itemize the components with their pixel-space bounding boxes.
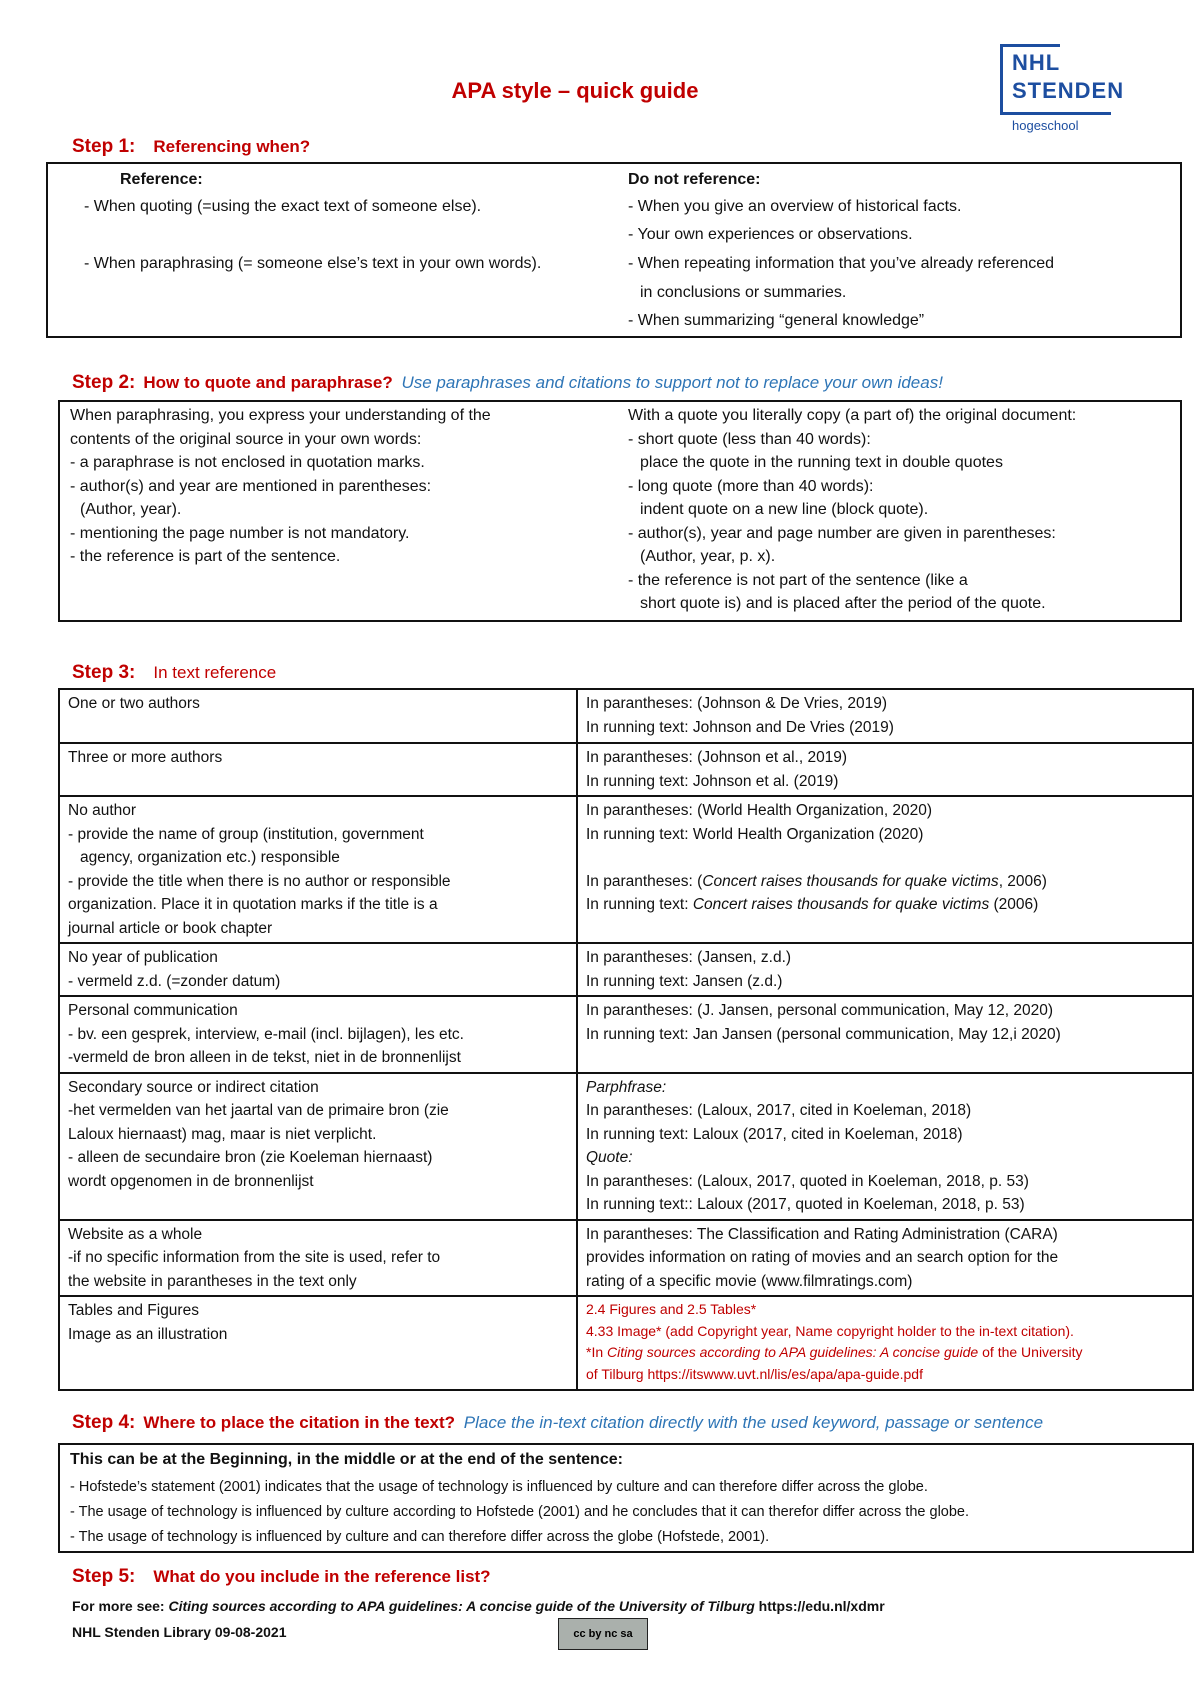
cell-line: Tables and Figures (68, 1302, 199, 1319)
cell-line: In parantheses: (World Health Organization, 2020) (586, 802, 933, 819)
cell-line: In parantheses: (Laloux, 2017, cited in Koeleman, 2018) (586, 1102, 972, 1119)
step-3-question: In text reference (153, 663, 277, 682)
do-not-reference-item: - Your own experiences or observations. (628, 226, 913, 243)
step-3-number: Step 3: (72, 662, 136, 683)
more-info-link[interactable]: https://edu.nl/xdmr (754, 1598, 885, 1614)
cell-line: - provide the name of group (institution, government (68, 825, 424, 843)
table-cell (577, 1220, 1193, 1297)
quote-line: (Author, year, p. x). (640, 548, 776, 565)
table-cell (577, 796, 1193, 943)
table-row (59, 1296, 1193, 1390)
cell-text: (2006) (989, 896, 1039, 913)
cell-line (586, 893, 1184, 917)
do-not-reference-item: in conclusions or summaries. (640, 284, 847, 301)
paraphrase-line: - a paraphrase is not enclosed in quotation marks. (70, 454, 425, 471)
quote-column (628, 404, 1076, 616)
quote-line: - the reference is not part of the sentence (like a (628, 571, 968, 589)
cell-line: No year of publication (68, 949, 218, 966)
logo-line-2: STENDEN (1012, 78, 1125, 103)
step-4-example: - Hofstede’s statement (2001) indicates that the usage of technology is influenced by culture and can therefore differ across the globe. (70, 1479, 928, 1495)
cc-license-badge (558, 1618, 648, 1650)
cell-line: - provide the title when there is no author or responsible (68, 872, 451, 890)
step-2-hint: Use paraphrases and citations to support not to replace your own ideas! (401, 373, 943, 392)
quote-line: With a quote you literally copy (a part of) the original document: (628, 407, 1077, 424)
cell-line: -if no specific information from the site is used, refer to (68, 1249, 441, 1266)
cell-line: - bv. een gesprek, interview, e-mail (incl. bijlagen), les etc. (68, 1025, 464, 1043)
in-text-reference-table (58, 688, 1194, 1391)
cell-line: Secondary source or indirect citation (68, 1078, 319, 1096)
cell-line: In parantheses: (Johnson et al., 2019) (586, 749, 848, 766)
cell-line: Personal communication (68, 1002, 238, 1019)
cell-line: 2.4 Figures and 2.5 Tables* (586, 1301, 757, 1317)
table-row (59, 1220, 1193, 1297)
cell-line (586, 1342, 1184, 1364)
cell-text: , 2006) (998, 872, 1047, 890)
step-5-question: What do you include in the reference list? (153, 1567, 491, 1586)
paraphrase-line: When paraphrasing, you express your understanding of the (70, 407, 491, 424)
cell-line: In running text: Laloux (2017, cited in Koeleman, 2018) (586, 1125, 963, 1143)
table-row (59, 743, 1193, 796)
cell-line: One or two authors (68, 695, 200, 712)
cell-line: In parantheses: The Classification and Rating Administration (CARA) (586, 1225, 1058, 1243)
table-cell (577, 1296, 1193, 1390)
quote-line: short quote is) and is placed after the period of the quote. (640, 595, 1046, 612)
step-2-number: Step 2: (72, 372, 136, 393)
cell-spacer (586, 846, 1184, 870)
logo-line-3: hogeschool (1012, 118, 1079, 133)
cell-line: Parphfrase: (586, 1078, 667, 1096)
cell-text: In running text: (586, 896, 693, 913)
paraphrase-line: contents of the original source in your own words: (70, 430, 422, 448)
step-2-question: How to quote and paraphrase? (143, 373, 393, 392)
table-cell (577, 943, 1193, 996)
table-cell (59, 796, 577, 943)
paraphrase-line: (Author, year). (80, 501, 182, 518)
step-3-heading (72, 662, 276, 684)
more-info-title: Citing sources according to APA guidelines: A concise guide of the University of Tilburg (168, 1598, 755, 1614)
cell-line: In parantheses: (Johnson & De Vries, 2019) (586, 695, 887, 712)
cell-line: - vermeld z.d. (=zonder datum) (68, 972, 281, 990)
cell-line: In running text: World Health Organization (2020) (586, 825, 924, 843)
table-cell (577, 996, 1193, 1073)
logo-line-1: NHL (1012, 50, 1061, 75)
cell-line: Laloux hiernaast) mag, maar is niet verplicht. (68, 1125, 377, 1143)
cell-line: Image as an illustration (68, 1325, 228, 1343)
cell-title: Concert raises thousands for quake victims (692, 896, 990, 913)
reference-item: - When quoting (=using the exact text of someone else). (84, 198, 482, 215)
step-5-number: Step 5: (72, 1566, 136, 1587)
table-cell (577, 743, 1193, 796)
cell-line: Quote: (586, 1149, 633, 1166)
quote-line: place the quote in the running text in double quotes (640, 454, 1003, 471)
cell-text: In parantheses: ( (586, 872, 703, 890)
step-1-heading (72, 136, 310, 158)
cell-line: the website in parantheses in the text only (68, 1272, 357, 1290)
quote-line: - long quote (more than 40 words): (628, 477, 874, 495)
do-not-reference-item: - When you give an overview of historical facts. (628, 198, 962, 215)
table-cell (577, 689, 1193, 743)
step-2-box (58, 400, 1182, 622)
quote-line: - short quote (less than 40 words): (628, 430, 871, 448)
do-not-reference-item: - When summarizing “general knowledge” (628, 312, 925, 329)
quote-line: - author(s), year and page number are given in parentheses: (628, 524, 1056, 542)
more-info-line (72, 1598, 885, 1614)
cell-text: *In (586, 1344, 608, 1360)
table-row (59, 996, 1193, 1073)
step-4-question: Where to place the citation in the text? (143, 1413, 456, 1432)
cell-line: In running text: Johnson and De Vries (2019) (586, 718, 894, 736)
table-cell (577, 1073, 1193, 1220)
cell-line: -het vermelden van het jaartal van de primaire bron (zie (68, 1102, 449, 1119)
cc-license-label: cc by nc sa (573, 1628, 633, 1640)
reference-item: - When paraphrasing (= someone else’s text in your own words). (84, 255, 542, 272)
step-4-heading (72, 1412, 1043, 1434)
cell-line: In running text: Jan Jansen (personal communication, May 12,i 2020) (586, 1025, 1061, 1043)
cell-line (586, 870, 1184, 894)
table-row (59, 796, 1193, 943)
step-4-intro: This can be at the Beginning, in the middle or at the end of the sentence: (70, 1451, 623, 1468)
cell-line: organization. Place it in quotation marks if the title is a (68, 896, 438, 913)
step-1-box (46, 162, 1182, 338)
cell-line: In parantheses: (Jansen, z.d.) (586, 949, 792, 966)
quote-line: indent quote on a new line (block quote). (640, 501, 929, 518)
step-1-number: Step 1: (72, 136, 136, 157)
cell-line: Website as a whole (68, 1225, 203, 1243)
table-cell (59, 943, 577, 996)
cell-line: provides information on rating of movies and an search option for the (586, 1249, 1059, 1266)
table-cell (59, 1220, 577, 1297)
paraphrase-line: - author(s) and year are mentioned in parentheses: (70, 477, 432, 495)
table-row (59, 943, 1193, 996)
table-cell (59, 1073, 577, 1220)
cell-line: In parantheses: (J. Jansen, personal communication, May 12, 2020) (586, 1002, 1053, 1019)
step-5-heading (72, 1566, 491, 1588)
step-1-question: Referencing when? (153, 137, 311, 156)
cell-line: 4.33 Image* (add Copyright year, Name copyright holder to the in-text citation). (586, 1322, 1074, 1339)
cell-line: wordt opgenomen in de bronnenlijst (68, 1172, 314, 1190)
cell-line: -vermeld de bron alleen in de tekst, niet in de bronnenlijst (68, 1049, 461, 1066)
step-4-box (58, 1443, 1194, 1553)
page-title: APA style – quick guide (451, 78, 699, 103)
do-not-reference-item: - When repeating information that you’ve already referenced (628, 255, 1055, 272)
cell-line: In running text:: Laloux (2017, quoted in Koeleman, 2018, p. 53) (586, 1196, 1025, 1213)
table-row (59, 689, 1193, 743)
cell-line: In running text: Johnson et al. (2019) (586, 772, 839, 790)
cell-line: rating of a specific movie (www.filmratings.com) (586, 1272, 913, 1290)
cell-title: Concert raises thousands for quake victims (702, 872, 999, 890)
cell-line: In parantheses: (Laloux, 2017, quoted in Koeleman, 2018, p. 53) (586, 1172, 1029, 1190)
table-cell (59, 1296, 577, 1390)
reference-heading: Reference: (120, 171, 203, 188)
paraphrase-column (70, 404, 491, 569)
do-not-reference-heading: Do not reference: (628, 171, 761, 188)
cell-line: Three or more authors (68, 749, 223, 766)
step-4-hint: Place the in-text citation directly with the used keyword, passage or sentence (463, 1413, 1044, 1432)
table-cell (59, 743, 577, 796)
cell-title: Citing sources according to APA guidelines: A concise guide (607, 1344, 979, 1360)
library-date: NHL Stenden Library 09-08-2021 (72, 1624, 287, 1640)
table-cell (59, 689, 577, 743)
step-4-number: Step 4: (72, 1412, 136, 1433)
table-row (59, 1073, 1193, 1220)
step-4-example: - The usage of technology is influenced by culture and can therefore differ across the globe (Hofstede, 2001). (70, 1529, 770, 1545)
paraphrase-line: - the reference is part of the sentence. (70, 548, 341, 565)
cell-line: agency, organization etc.) responsible (80, 849, 340, 866)
paraphrase-line: - mentioning the page number is not mandatory. (70, 524, 410, 542)
more-info-prefix: For more see: (72, 1598, 169, 1614)
cell-text: of the University (978, 1344, 1083, 1360)
cell-line: - alleen de secundaire bron (zie Koeleman hiernaast) (68, 1149, 433, 1166)
cell-line: journal article or book chapter (68, 919, 273, 937)
step-4-example: - The usage of technology is influenced by culture according to Hofstede (2001) and he concludes that it can therefor differ across the globe. (70, 1504, 970, 1520)
step-2-heading (72, 372, 943, 394)
cell-line: In running text: Jansen (z.d.) (586, 972, 783, 990)
table-cell (59, 996, 577, 1073)
cell-line: No author (68, 802, 137, 819)
cell-link[interactable]: of Tilburg https://itswww.uvt.nl/lis/es/apa/apa-guide.pdf (586, 1365, 923, 1382)
